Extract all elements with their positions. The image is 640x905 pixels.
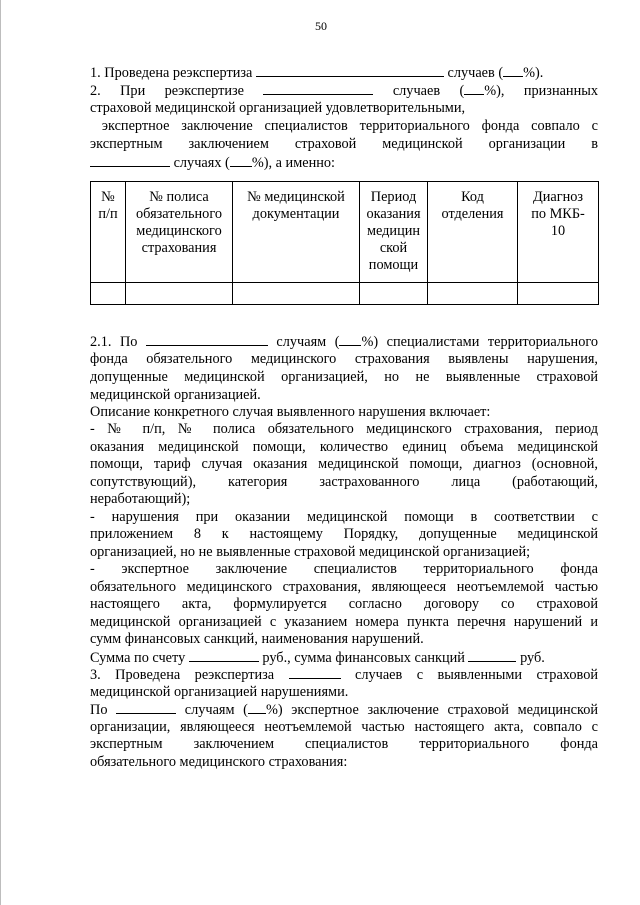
section-3-line: экспертным заключением специалистов территориального фонда — [90, 736, 598, 752]
text: случаев с выявленными страховой — [355, 667, 598, 683]
text: руб., сумма финансовых санкций — [262, 650, 465, 666]
table-cell — [91, 283, 126, 305]
section-2-1-line: - № п/п, № полиса обязательного медицинского страхования, период — [90, 421, 598, 437]
section-2-1-line: допущенные медицинской организацией, но не выявленные страховой — [90, 369, 598, 385]
table-cell — [360, 283, 428, 305]
text: руб. — [520, 650, 545, 666]
blank-field — [256, 64, 444, 77]
text: %) экспертное заключение страховой медицинской — [265, 702, 599, 718]
blank-field — [248, 701, 266, 714]
page-number: 50 — [315, 19, 327, 33]
table-cell — [233, 283, 360, 305]
table-header-cell: № медицинской документации — [233, 182, 360, 283]
text: случаев ( — [447, 65, 504, 81]
text: случаях ( — [173, 155, 230, 171]
blank-field — [468, 649, 516, 662]
section-2-1-line: - экспертное заключение специалистов территориального фонда — [90, 561, 598, 577]
text: случаям ( — [184, 702, 248, 718]
section-2-1-line: приложением 8 к настоящему Порядку, допущенные медицинской — [90, 526, 598, 542]
table-header-row — [91, 182, 599, 283]
table-header-cell: № полиса обязательного медицинского страхования — [126, 182, 233, 283]
text: %), признанных — [484, 83, 598, 99]
section-2-line — [90, 82, 598, 99]
text: %) специалистами территориального — [361, 334, 598, 350]
text: 2.1. По — [90, 334, 138, 350]
section-3-line — [90, 701, 598, 718]
table-header-cell: Код отделения — [428, 182, 518, 283]
section-2-line — [90, 154, 598, 171]
section-1-line — [90, 64, 598, 81]
text: случаев ( — [392, 83, 465, 99]
blank-field — [263, 82, 373, 95]
section-3-line: обязательного медицинского страхования: — [90, 754, 348, 770]
section-2-1-line: организацией, но не выявленные страховой медицинской организацией; — [90, 544, 531, 560]
section-2-1-line: обязательного медицинского страхования, являющееся неотъемлемой частью — [90, 579, 598, 595]
blank-field — [90, 154, 170, 167]
section-2-1-line — [90, 333, 598, 350]
section-2-1-line: медицинской организацией. — [90, 387, 261, 403]
blank-field — [339, 333, 361, 346]
section-2-1-line: фонда обязательного медицинского страхования выявлены нарушения, — [90, 351, 598, 367]
section-3-line: медицинской организацией нарушениями. — [90, 684, 349, 700]
section-2-1-line: - нарушения при оказании медицинской помощи в соответствии с — [90, 509, 598, 525]
section-2-1-line: оказания медицинской помощи, количество единиц объема медицинской — [90, 439, 598, 455]
blank-field — [503, 64, 523, 77]
text: случаям ( — [276, 334, 340, 350]
section-2-1-line: сумм финансовых санкций, наименования нарушений. — [90, 631, 424, 647]
section-3-line: организации, являющееся неотъемлемой частью настоящего акта, совпало с — [90, 719, 598, 735]
section-2-line: экспертное заключение специалистов территориального фонда совпало с — [101, 118, 598, 134]
text: Сумма по счету — [90, 650, 186, 666]
cases-table — [90, 181, 599, 305]
text: 1. Проведена реэкспертиза — [90, 65, 253, 81]
text: 2. При реэкспертизе — [90, 83, 245, 99]
table-cell — [428, 283, 518, 305]
table-header-cell: Период оказания медицин ской помощи — [360, 182, 428, 283]
text: %). — [523, 65, 544, 81]
text: По — [90, 702, 108, 718]
blank-field — [189, 649, 259, 662]
table-header-cell: Диагноз по МКБ- 10 — [518, 182, 599, 283]
section-2-1-line: Описание конкретного случая выявленного нарушения включает: — [90, 404, 491, 420]
section-2-1-line: медицинской организацией с указанием номера пункта перечня нарушений и — [90, 614, 598, 630]
table-cell — [126, 283, 233, 305]
blank-field — [464, 82, 484, 95]
section-2-1-line: сопутствующий), категория застрахованного лица (работающий, — [90, 474, 598, 490]
section-2-line: экспертным заключением страховой медицинской организации в — [90, 136, 598, 152]
blank-field — [289, 666, 341, 679]
text: %), а именно: — [251, 155, 336, 171]
section-2-1-line — [90, 649, 598, 666]
section-2-1-line: неработающий); — [90, 491, 191, 507]
table-cell — [518, 283, 599, 305]
table-row — [91, 283, 599, 305]
section-2-1-line: помощи, тариф случая оказания медицинской помощи, диагноз (основной, — [90, 456, 598, 472]
section-2-1-line: настоящего акта, формулируется согласно договору со страховой — [90, 596, 598, 612]
blank-field — [146, 333, 268, 346]
blank-field — [116, 701, 176, 714]
section-3-line — [90, 666, 598, 683]
text: 3. Проведена реэкспертиза — [90, 667, 275, 683]
section-2-line: страховой медицинской организацией удовлетворительными, — [90, 100, 466, 116]
table-header-cell: № п/п — [91, 182, 126, 283]
blank-field — [230, 154, 252, 167]
